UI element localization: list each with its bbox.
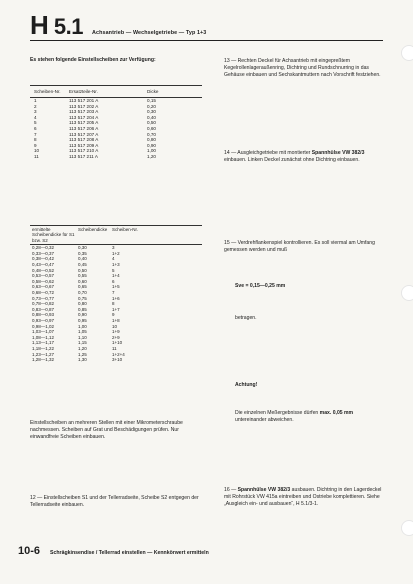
table-cell: 0,68—0,72 <box>32 289 55 295</box>
col-shim-numbers: Scheiben-Nr. <box>112 227 139 232</box>
step-16-text: ausbauen. Dichtring in den Lagerdeckel mit Rohrstück VW 415a eintreiben und Ostriebe komplettieren. Siehe „Ausgleich ein- und ausbauen“, H 5.1/3-1. <box>224 487 382 508</box>
table-cell: 0,48—0,52 <box>32 267 55 273</box>
table-cell: 1+10 <box>112 340 123 346</box>
table-cell: 9 <box>112 312 115 318</box>
table-cell: 113 517 207 A <box>69 131 99 137</box>
table-cell: 1,15 <box>78 340 87 346</box>
step-14-text: 14 — Ausgleichgetriebe mit montierter <box>224 150 312 156</box>
attention-text: Die einzelnen Meßergebnisse dürfen <box>235 410 320 416</box>
table-cell: 0,83—0,87 <box>32 306 55 312</box>
thickness-table <box>30 225 202 363</box>
table-cell: 10 <box>34 148 40 154</box>
shim-table-header <box>30 85 202 98</box>
table-cell: 1,18—1,22 <box>32 345 55 351</box>
binder-hole-middle <box>401 285 413 301</box>
table-cell: 0,75 <box>78 295 87 301</box>
table-cell: 0,45 <box>78 262 87 267</box>
step-14-text-end: einbauen. Linken Deckel zunächst ohne Dichtring einbauen. <box>224 157 360 164</box>
table-cell: 1,13—1,17 <box>32 340 55 346</box>
table-cell: 0,53—0,57 <box>32 273 55 279</box>
table-cell: 8 <box>34 137 37 143</box>
table-cell: 5 <box>112 267 115 273</box>
table-cell: 1,20 <box>147 153 156 159</box>
table-cell: 0,28—0,32 <box>32 245 55 251</box>
table-cell: 1,05 <box>78 329 87 335</box>
table-cell: 3 <box>112 245 115 251</box>
table-cell: 113 517 205 A <box>69 120 99 126</box>
table-cell: 1+8 <box>112 317 120 323</box>
measure-note: Einstellscheiben an mehreren Stellen mit einer Mikrometerschraube nachmessen. Scheiben auf Grat und Beschädigungen prüfen. Nur einwandfreie Scheiben einbauen. <box>30 420 183 441</box>
table-cell: 0,38—0,42 <box>32 256 55 262</box>
table-cell: 0,70 <box>147 131 156 137</box>
step-12: 12 — Einstellscheiben S1 und der Tellerradseite, Scheibe S2 entgegen der Tellerradseite einbauen. <box>30 495 199 509</box>
table-cell: 113 517 210 A <box>69 148 99 154</box>
table-cell: 11 <box>112 345 117 351</box>
attention-text-end: untereinander abweichen. <box>235 417 294 424</box>
table-cell: 1,00 <box>78 323 87 329</box>
table-cell: 1,30 <box>78 357 87 363</box>
section-number: 5.1 <box>53 14 83 39</box>
table-cell: 113 517 208 A <box>69 137 99 143</box>
table-cell: 113 517 203 A <box>69 109 99 115</box>
table-cell: 113 517 202 A <box>69 103 99 109</box>
section-code <box>30 10 83 40</box>
attention-note <box>235 410 385 424</box>
table-cell: 0,70 <box>78 289 87 295</box>
backlash-betragen: betragen. <box>235 315 257 321</box>
attention-heading: Achtung! <box>235 382 258 388</box>
table-cell: 113 517 204 A <box>69 114 99 120</box>
table-cell: 0,40 <box>147 114 156 120</box>
table-cell: 0,50 <box>147 120 156 126</box>
page-footer <box>18 545 209 557</box>
table-cell: 3 <box>34 109 37 115</box>
table-cell: 1,03—1,07 <box>32 329 55 335</box>
table-cell: 0,58—0,62 <box>32 278 55 284</box>
step-16-tool: Spannhülse VW 382/3 <box>237 487 291 493</box>
thickness-table-body <box>30 245 202 362</box>
table-cell: 0,90 <box>147 142 156 148</box>
table-cell: 1,20 <box>78 345 87 351</box>
col-part-no: Ersatzteile-Nr. <box>69 89 98 94</box>
table-cell: 0,55 <box>78 273 87 279</box>
table-cell: 0,95 <box>78 317 87 323</box>
table-cell: 8 <box>112 301 115 307</box>
table-cell: 3+10 <box>112 357 123 363</box>
thickness-table-header <box>30 225 202 245</box>
step-14-tool: Spannhülse VW 382/3 <box>311 150 365 156</box>
step-15: 15 — Verdrehflankenspiel kontrollieren. Es soll viermal am Umfang gemessen werden und muß <box>224 240 375 254</box>
table-cell: 0,73—0,77 <box>32 295 55 301</box>
table-cell: 0,93—0,97 <box>32 317 55 323</box>
header-rule <box>30 40 383 41</box>
footer-text: Schrägkinsendise / Tellerrad einstellen — Kennkörwert ermitteln <box>50 550 209 556</box>
table-cell: 0,80 <box>78 301 87 307</box>
table-cell: 0,98—1,02 <box>32 323 55 329</box>
table-cell: 0,50 <box>78 267 87 273</box>
table-cell: 0,30 <box>78 245 87 251</box>
section-letter: H <box>30 10 49 40</box>
table-cell: 10 <box>112 323 118 329</box>
attention-limit: max. 0,05 mm <box>319 410 354 416</box>
table-cell: 0,30 <box>147 109 156 115</box>
table-cell: 0,63—0,67 <box>32 284 55 290</box>
col-shim-thickness: Scheibendicke <box>78 227 108 232</box>
table-cell: 1+2+4 <box>112 351 125 357</box>
table-cell: 1+2 <box>112 250 120 256</box>
page-header <box>30 10 207 40</box>
step-13: 13 — Rechten Deckel für Achsantrieb mit eingepreßtem Kegelrollenlageraußenring, Dichtring und Rundschnurring in das Gehäuse einbauen und Sechskantmuttern nach Vorschrift festziehen. <box>224 58 381 79</box>
shim-row <box>30 154 202 160</box>
shims-intro: Es stehen folgende Einstellscheiben zur Verfügung: <box>30 57 156 63</box>
table-cell: 1,25 <box>78 351 87 357</box>
table-cell: 1,10 <box>78 334 87 340</box>
table-cell: 2+9 <box>112 334 120 340</box>
backlash-value: Sve = 0,15—0,25 mm <box>235 283 286 289</box>
shim-table <box>30 85 202 160</box>
table-cell: 11 <box>34 153 39 159</box>
col-measured: ermittelte Scheibendicke für S1 bzw. S2 <box>32 227 75 243</box>
table-cell: 0,43—0,47 <box>32 262 55 267</box>
table-cell: 7 <box>34 131 37 137</box>
table-cell: 2 <box>34 103 37 109</box>
table-cell: 1+9 <box>112 329 120 335</box>
table-cell: 1,08—1,12 <box>32 334 55 340</box>
table-cell: 0,60 <box>78 278 87 284</box>
table-cell: 0,15 <box>147 98 156 103</box>
table-cell: 9 <box>34 142 37 148</box>
table-cell: 4 <box>112 256 115 262</box>
table-cell: 1+5 <box>112 284 120 290</box>
table-cell: 1,23—1,27 <box>32 351 55 357</box>
table-cell: 1+6 <box>112 295 120 301</box>
table-cell: 1 <box>34 98 37 103</box>
table-cell: 0,90 <box>78 312 87 318</box>
table-cell: 0,65 <box>78 284 87 290</box>
table-cell: 0,80 <box>147 137 156 143</box>
table-cell: 5 <box>34 120 37 126</box>
table-cell: 7 <box>112 289 115 295</box>
table-cell: 0,88—0,93 <box>32 312 55 318</box>
table-cell: 0,40 <box>78 256 87 262</box>
col-shim-no: Scheiben-Nr. <box>34 89 61 94</box>
table-cell: 1,00 <box>147 148 156 154</box>
binder-hole-bottom <box>401 520 413 536</box>
table-cell: 0,20 <box>147 103 156 109</box>
table-cell: 0,35 <box>78 250 87 256</box>
binder-hole-top <box>401 45 413 61</box>
header-title: Achsantrieb — Wechselgetriebe — Typ 1+3 <box>92 30 207 36</box>
thickness-row <box>30 357 202 363</box>
table-cell: 113 517 206 A <box>69 125 99 131</box>
step-16 <box>224 487 386 509</box>
table-cell: 1+7 <box>112 306 120 312</box>
page-number: 10-6 <box>18 545 41 557</box>
step-14 <box>224 150 386 164</box>
table-cell: 6 <box>34 125 37 131</box>
col-thickness: Dicke <box>147 89 159 94</box>
step-16-number: 16 — <box>224 487 238 493</box>
table-cell: 0,60 <box>147 125 156 131</box>
table-cell: 113 517 201 A <box>69 98 99 103</box>
shim-table-body <box>30 98 202 160</box>
table-cell: 113 517 211 A <box>69 153 98 159</box>
table-cell: 1+4 <box>112 273 120 279</box>
table-cell: 0,33—0,37 <box>32 250 55 256</box>
table-cell: 113 517 209 A <box>69 142 99 148</box>
table-cell: 0,85 <box>78 306 87 312</box>
table-cell: 0,78—0,82 <box>32 301 55 307</box>
table-cell: 4 <box>34 114 37 120</box>
table-cell: 1+3 <box>112 262 120 267</box>
table-cell: 6 <box>112 278 115 284</box>
table-cell: 1,28—1,32 <box>32 357 55 363</box>
